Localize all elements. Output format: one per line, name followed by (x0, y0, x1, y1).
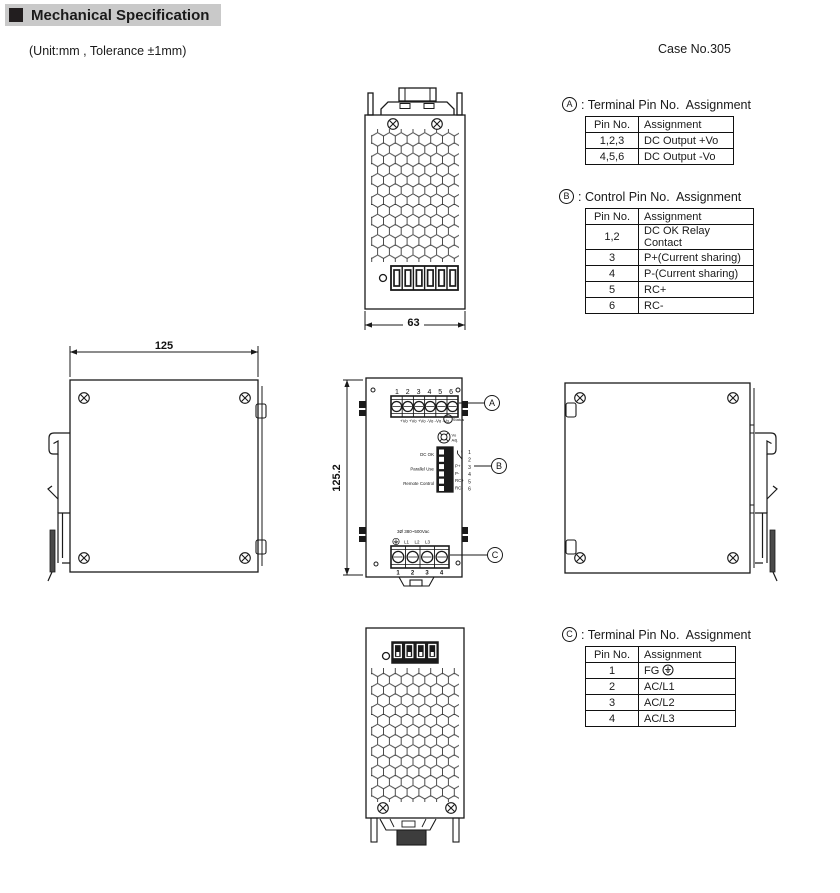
ac-terminal-block-bottom (392, 642, 438, 663)
table-row: 4 AC/L3 (586, 711, 736, 727)
svg-text:1: 1 (396, 570, 400, 577)
table-a-heading: A : Terminal Pin No. Assignment (562, 97, 751, 112)
mounting-tab (566, 540, 576, 554)
terminal-pin-table-a-section (562, 97, 751, 165)
callout-a-badge: A (562, 97, 577, 112)
svg-text:A: A (488, 398, 496, 409)
din-rail-clip-bottom (371, 818, 459, 845)
table-row: 5 RC+ (586, 282, 754, 298)
ac-terminal-block (391, 546, 449, 568)
screw-icon (388, 119, 399, 130)
table-row: 3 P+(Current sharing) (586, 250, 754, 266)
svg-text:4: 4 (468, 472, 471, 479)
screw-icon (432, 119, 443, 130)
svg-text:B: B (495, 461, 503, 472)
right-view-body (565, 383, 750, 573)
relay-contact-icon (458, 451, 462, 459)
table-row: 4,5,6 DC Output -Vo (586, 149, 734, 165)
p-minus-label: P- (455, 470, 460, 476)
din-rail-clip-side (48, 433, 70, 581)
remote-control-label: Remote Control (403, 481, 434, 486)
screw-icon (728, 393, 739, 404)
table-header-row: Pin No. Assignment (586, 647, 736, 663)
output-terminal-block-top (391, 266, 458, 290)
vo-adj-label-1: Vo (451, 432, 457, 438)
ground-symbol (393, 538, 399, 544)
table-row: 1,2,3 DC Output +Vo (586, 133, 734, 149)
svg-text:C: C (491, 550, 499, 561)
callout-c-badge: C (562, 627, 577, 642)
table-row: 4 P-(Current sharing) (586, 266, 754, 282)
ac-pin-numbers (396, 571, 444, 577)
table-row: 1 FG (586, 663, 736, 679)
parallel-use-label: Parallel Use (410, 466, 434, 472)
vent-honeycomb (371, 668, 459, 802)
right-side-view (565, 383, 777, 581)
table-b-heading: B : Control Pin No. Assignment (559, 189, 754, 204)
dc-ok-label: DC OK (420, 452, 434, 457)
unit-tolerance-note: (Unit:mm , Tolerance ±1mm) (29, 44, 187, 58)
callout-a-marker (459, 396, 500, 411)
status-label: Status (452, 417, 465, 422)
dimension-125-2 (331, 380, 363, 575)
ground-icon (662, 664, 674, 676)
vent-honeycomb (371, 129, 459, 262)
terminal-pin-table-a (585, 116, 734, 165)
front-view (331, 378, 507, 586)
callout-c-marker (450, 548, 503, 563)
voltage-adjust-knob (438, 431, 450, 443)
table-header-row: Pin No. Assignment (586, 117, 734, 133)
dimension-125 (70, 340, 258, 377)
rc-minus-label: RC- (455, 485, 463, 491)
screw-icon (446, 803, 457, 814)
dimension-125-label: 125 (154, 340, 174, 352)
svg-text:3: 3 (425, 570, 429, 577)
screw-icon (79, 393, 90, 404)
callout-b-marker (474, 459, 507, 474)
terminal-pin-table-c (585, 646, 736, 727)
dimension-125-2-label: 125.2 (331, 464, 343, 492)
screw-icon (240, 553, 251, 564)
screw-icon (575, 393, 586, 404)
svg-text:4: 4 (439, 570, 444, 577)
pilot-hole (383, 653, 390, 660)
ac-rating-label: 3Ø 380~500Vac (397, 529, 430, 534)
callout-b-badge: B (559, 189, 574, 204)
screw-icon (79, 553, 90, 564)
svg-text:3: 3 (468, 464, 471, 471)
mounting-tab (566, 403, 576, 417)
din-clip-tab-front (399, 577, 434, 586)
vo-adj-label-2: Adj. (451, 437, 459, 443)
table-row: 3 AC/L2 (586, 695, 736, 711)
control-pin-numbers (468, 450, 471, 493)
svg-text:6: 6 (468, 486, 471, 493)
svg-text:2: 2 (410, 570, 415, 577)
svg-text:2: 2 (468, 457, 471, 464)
ac-l1-label: L1 (404, 539, 410, 545)
screw-icon (378, 803, 389, 814)
rc-plus-label: RC+ (455, 478, 464, 484)
table-header-row: Pin No. Assignment (586, 209, 754, 225)
output-pin-labels: +Vo +Vo +Vo -Vo -Vo -Vo (400, 418, 449, 424)
table-row: 2 AC/L1 (586, 679, 736, 695)
svg-text:1: 1 (468, 450, 471, 457)
screw-icon (728, 553, 739, 564)
top-view (365, 88, 465, 330)
dimension-63 (365, 311, 465, 330)
left-side-view (48, 340, 266, 581)
pilot-hole (380, 275, 387, 282)
output-pin-numbers: 1 2 3 4 5 6 (394, 389, 454, 396)
control-pin-table-b-section (559, 189, 754, 314)
p-plus-label: P+ (455, 463, 461, 469)
screw-icon (240, 393, 251, 404)
din-rail-clip-top (368, 88, 462, 115)
control-pin-table-b (585, 208, 754, 314)
ac-l3-label: L3 (425, 539, 431, 545)
left-view-body (70, 380, 258, 572)
bottom-view (366, 628, 464, 845)
page-title: Mechanical Specification (31, 6, 210, 24)
din-rail-clip-side (755, 433, 777, 581)
output-terminal-block (391, 396, 458, 417)
table-row: 6 RC- (586, 298, 754, 314)
dimension-63-label: 63 (407, 317, 420, 329)
ac-l2-label: L2 (414, 539, 420, 545)
table-c-heading: C : Terminal Pin No. Assignment (562, 627, 751, 642)
screw-icon (575, 553, 586, 564)
control-connector (437, 447, 453, 492)
case-number: Case No.305 (658, 42, 731, 56)
svg-text:5: 5 (468, 479, 471, 486)
terminal-pin-table-c-section (562, 627, 751, 727)
table-row: 1,2 DC OK Relay Contact (586, 225, 754, 250)
